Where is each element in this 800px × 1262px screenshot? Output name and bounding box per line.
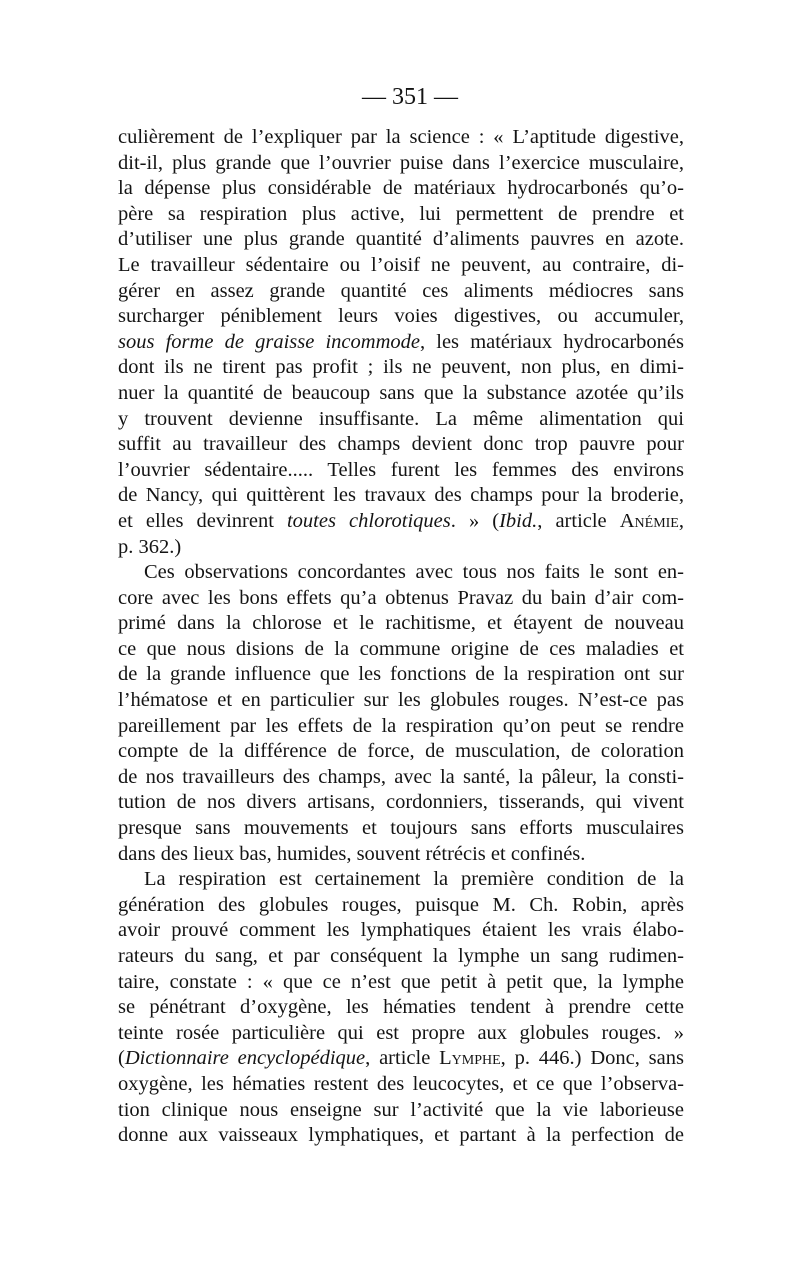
text-segment: ce que nous disions de la commune origine de ces maladies et: [118, 637, 684, 660]
text-line: [118, 125, 684, 151]
text-line: [118, 202, 684, 228]
text-line: [118, 739, 684, 765]
text-line: [118, 765, 684, 791]
text-segment: d’utiliser une plus grande quantité d’aliments pauvres en azote.: [118, 228, 684, 251]
text-line: [118, 893, 684, 919]
text-segment: Le travailleur sédentaire ou l’oisif ne peuvent, au contraire, di-: [118, 253, 684, 276]
italic-text: Ibid.: [499, 509, 538, 532]
text-segment: oxygène, les hématies restent des leucocytes, et ce que l’observa-: [118, 1072, 684, 1095]
text-segment: de Nancy, qui quittèrent les travaux des champs pour la broderie,: [118, 484, 684, 507]
text-line: [118, 1021, 684, 1047]
text-segment: la dépense plus considérable de matériaux hydrocarbonés qu’o-: [118, 177, 684, 200]
text-line: [118, 176, 684, 202]
text-segment: Ces observations concordantes avec tous nos faits le sont en-: [144, 561, 684, 584]
text-line: [118, 918, 684, 944]
text-segment: presque sans mouvements et toujours sans efforts musculaires: [118, 817, 684, 840]
text-line: [118, 227, 684, 253]
text-line: [118, 637, 684, 663]
text-segment: dont ils ne tirent pas profit ; ils ne peuvent, non plus, en dimi-: [118, 356, 684, 379]
text-line: [118, 535, 684, 561]
text-line: [118, 867, 684, 893]
text-line: [118, 944, 684, 970]
text-segment: tution de nos divers artisans, cordonniers, tisserands, qui vivent: [118, 791, 684, 814]
text-line: [118, 688, 684, 714]
text-segment: nuer la quantité de beaucoup sans que la substance azotée qu’ils: [118, 381, 684, 404]
italic-text: sous forme de graisse incommode: [118, 330, 420, 353]
text-segment: dit-il, plus grande que l’ouvrier puise dans l’exercice musculaire,: [118, 151, 684, 174]
text-line: [118, 611, 684, 637]
text-segment: père sa respiration plus active, lui permettent de prendre et: [118, 202, 684, 225]
text-segment: l’hématose et en particulier sur les globules rouges. N’est-ce pas: [118, 689, 684, 712]
italic-text: Dictionnaire encyclopédique: [124, 1047, 366, 1070]
text-segment: (: [118, 1047, 125, 1070]
text-line: [118, 432, 684, 458]
text-line: [118, 151, 684, 177]
body-text: [118, 125, 684, 1149]
text-segment: donne aux vaisseaux lymphatiques, et partant à la perfection de: [118, 1124, 684, 1147]
text-line: [118, 458, 684, 484]
text-line: [118, 1046, 684, 1072]
text-line: [118, 714, 684, 740]
text-segment: teinte rosée particulière qui est propre aux globules rouges. »: [118, 1021, 684, 1044]
text-segment: rateurs du sang, et par conséquent la lymphe un sang rudimen-: [118, 945, 684, 967]
text-segment: génération des globules rouges, puisque M. Ch. Robin, après: [118, 893, 684, 916]
text-segment: taire, constate : « que ce n’est que petit à petit que, la lymphe: [118, 970, 684, 993]
text-segment: avoir prouvé comment les lymphatiques étaient les vrais élabo-: [118, 919, 684, 942]
text-segment: ,: [678, 509, 684, 532]
text-segment: , p. 446.) Donc, sans: [500, 1047, 684, 1070]
italic-text: toutes chlorotiques: [286, 509, 451, 532]
text-segment: suffit au travailleur des champs devient donc trop pauvre pour: [118, 433, 684, 456]
text-segment: , article: [537, 509, 620, 532]
text-segment: . » (: [450, 509, 500, 532]
text-line: [118, 355, 684, 381]
text-line: [118, 483, 684, 509]
text-line: [118, 995, 684, 1021]
text-line: [118, 279, 684, 305]
text-segment: primé dans la chlorose et le rachitisme, et étayent de nouveau: [118, 612, 684, 635]
text-segment: de nos travailleurs des champs, avec la santé, la pâleur, la consti-: [118, 765, 684, 788]
text-line: [118, 1072, 684, 1098]
text-line: [118, 970, 684, 996]
text-line: [118, 1123, 684, 1149]
text-line: [118, 407, 684, 433]
text-segment: pareillement par les effets de la respiration qu’on peut se rendre: [118, 714, 684, 737]
small-caps-text: Anémie: [619, 509, 679, 532]
text-line: [118, 560, 684, 586]
text-segment: culièrement de l’expliquer par la science : « L’aptitude digestive,: [118, 126, 684, 148]
text-line: [118, 790, 684, 816]
text-line: [118, 1098, 684, 1124]
text-segment: et elles devinrent: [118, 509, 287, 532]
text-segment: compte de la différence de force, de musculation, de coloration: [118, 740, 684, 763]
text-segment: p. 362.): [118, 535, 182, 558]
text-segment: La respiration est certainement la première condition de la: [144, 868, 684, 891]
text-line: [118, 509, 684, 535]
text-segment: de la grande influence que les fonctions de la respiration ont sur: [118, 663, 684, 686]
text-segment: se pénétrant d’oxygène, les hématies tendent à prendre cette: [118, 996, 684, 1019]
text-line: [118, 662, 684, 688]
text-line: [118, 253, 684, 279]
text-line: [118, 330, 684, 356]
page-number: — 351 —: [362, 84, 458, 110]
text-segment: dans des lieux bas, humides, souvent rétrécis et confinés.: [118, 842, 586, 865]
text-segment: l’ouvrier sédentaire..... Telles furent les femmes des environs: [118, 458, 684, 481]
text-segment: tion clinique nous enseigne sur l’activité que la vie laborieuse: [118, 1098, 684, 1121]
text-segment: surcharger péniblement leurs voies digestives, ou accumuler,: [118, 305, 684, 328]
text-line: [118, 842, 684, 868]
text-segment: core avec les bons effets qu’a obtenus Pravaz du bain d’air com-: [118, 586, 684, 609]
text-line: [118, 816, 684, 842]
text-segment: gérer en assez grande quantité ces aliments médiocres sans: [118, 279, 684, 302]
text-segment: , les matériaux hydrocarbonés: [419, 330, 684, 353]
text-segment: y trouvent devienne insuffisante. La même alimentation qui: [118, 407, 684, 430]
text-line: [118, 381, 684, 407]
text-line: [118, 304, 684, 330]
small-caps-text: Lymphe: [439, 1047, 501, 1070]
text-line: [118, 586, 684, 612]
text-segment: , article: [365, 1047, 440, 1070]
